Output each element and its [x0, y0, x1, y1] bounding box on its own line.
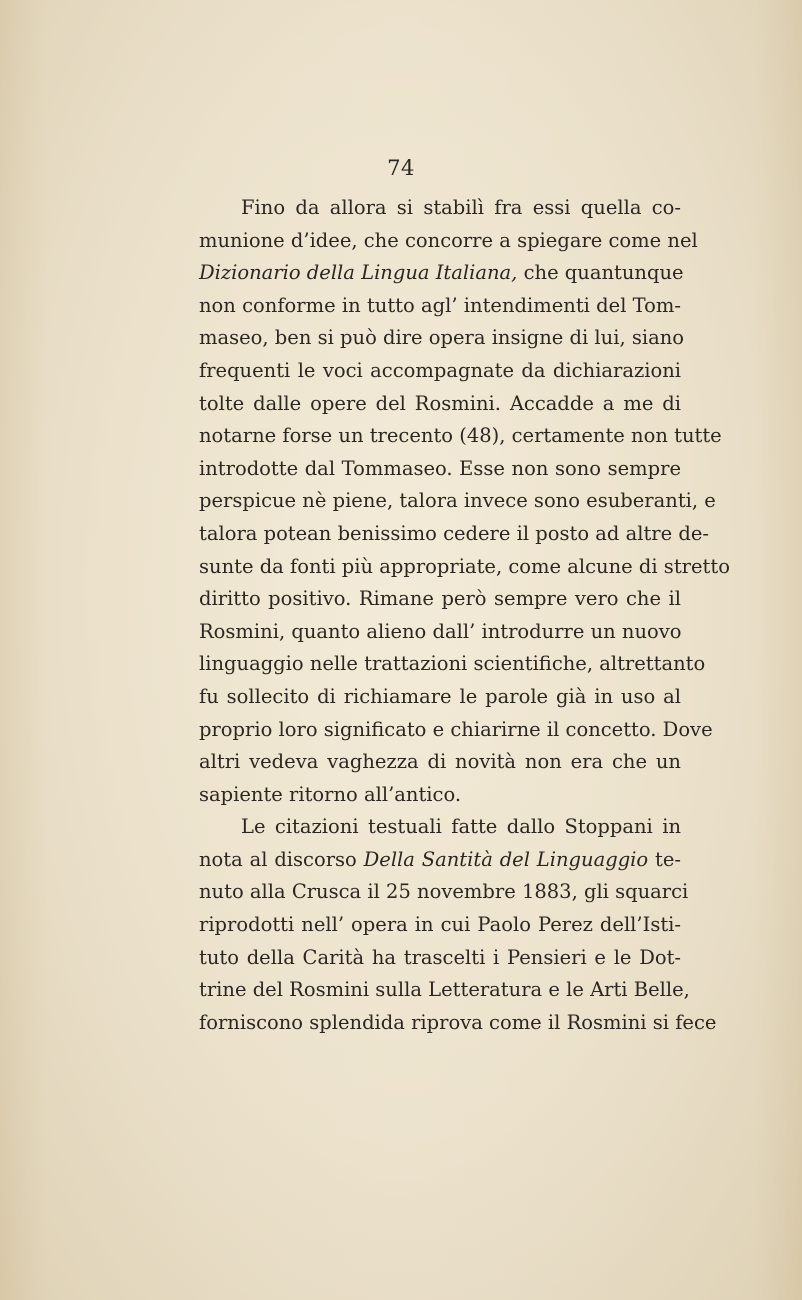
text-segment: notarne forse un trecento (48), certamente non tutte	[199, 424, 722, 448]
text-segment: introdotte dal Tommaseo. Esse non sono sempre	[199, 456, 681, 480]
text-line	[199, 1007, 717, 1040]
text-segment: trine del Rosmini sulla Letteratura e le Arti Belle,	[199, 978, 690, 1002]
text-segment: forniscono splendida riprova come il Rosmini si fece	[199, 1010, 717, 1034]
text-segment: nota al discorso	[199, 847, 364, 871]
text-line	[199, 648, 706, 681]
text-segment: Le citazioni testuali fatte dallo Stoppani in	[241, 815, 681, 839]
text-segment: riprodotti nell’ opera in cui Paolo Perez dell’Isti-	[199, 913, 681, 937]
paragraph	[199, 192, 730, 811]
text-segment: nuto alla Crusca il 25 novembre 1883, gli squarci	[199, 880, 689, 904]
text-segment: perspicue nè piene, talora invece sono esuberanti, e	[199, 489, 716, 513]
body-text	[199, 192, 730, 1039]
text-line	[199, 518, 709, 551]
text-line	[199, 714, 713, 747]
text-segment: fu sollecito di richiamare le parole già in uso al	[199, 684, 681, 708]
text-line	[199, 420, 722, 453]
text-line	[199, 909, 681, 942]
text-segment: Fino da allora si stabilì fra essi quella co-	[241, 196, 681, 219]
italic-title: Dizionario della Lingua Italiana,	[199, 261, 518, 285]
text-line	[199, 876, 689, 909]
text-line	[199, 388, 681, 421]
text-line	[199, 192, 681, 225]
text-line	[199, 551, 730, 584]
text-segment: diritto positivo. Rimane però sempre vero che il	[199, 587, 681, 611]
text-line	[199, 290, 681, 323]
text-segment: talora potean benissimo cedere il posto ad altre de-	[199, 521, 709, 545]
text-line	[199, 485, 716, 518]
text-segment: proprio loro significato e chiarirne il concetto. Dove	[199, 717, 713, 741]
text-segment: sapiente ritorno all’antico.	[199, 782, 462, 806]
paragraph	[199, 811, 717, 1039]
text-line	[199, 322, 685, 355]
text-line	[199, 453, 681, 486]
italic-title: Della Santità del Linguaggio	[363, 847, 649, 871]
text-segment: che quantunque	[517, 261, 684, 285]
text-segment: Rosmini, quanto alieno dall’ introdurre un nuovo	[199, 619, 682, 643]
text-line	[199, 225, 698, 258]
text-line	[199, 257, 684, 290]
text-segment: frequenti le voci accompagnate da dichiarazioni	[199, 358, 681, 382]
text-segment: sunte da fonti più appropriate, come alcune di stretto	[199, 554, 730, 578]
text-line	[199, 942, 681, 975]
page-number: 74	[387, 156, 415, 180]
text-segment: non conforme in tutto agl’ intendimenti del Tom-	[199, 293, 681, 317]
text-segment: linguaggio nelle trattazioni scientifiche, altrettanto	[199, 652, 706, 676]
text-line	[199, 681, 681, 714]
text-segment: te-	[648, 847, 681, 871]
text-line	[199, 779, 681, 812]
text-segment: munione d’idee, che concorre a spiegare come nel	[199, 228, 698, 252]
text-line	[199, 974, 690, 1007]
text-line	[199, 844, 681, 877]
text-line	[199, 583, 681, 616]
text-line	[199, 746, 681, 779]
text-segment: maseo, ben si può dire opera insigne di lui, siano	[199, 326, 685, 350]
text-line	[199, 355, 681, 388]
text-line	[199, 811, 681, 844]
text-line	[199, 616, 681, 649]
text-segment: tolte dalle opere del Rosmini. Accadde a me di	[199, 391, 681, 415]
text-segment: tuto della Carità ha trascelti i Pensieri e le Dot-	[199, 945, 681, 969]
text-segment: altri vedeva vaghezza di novità non era che un	[199, 750, 681, 774]
